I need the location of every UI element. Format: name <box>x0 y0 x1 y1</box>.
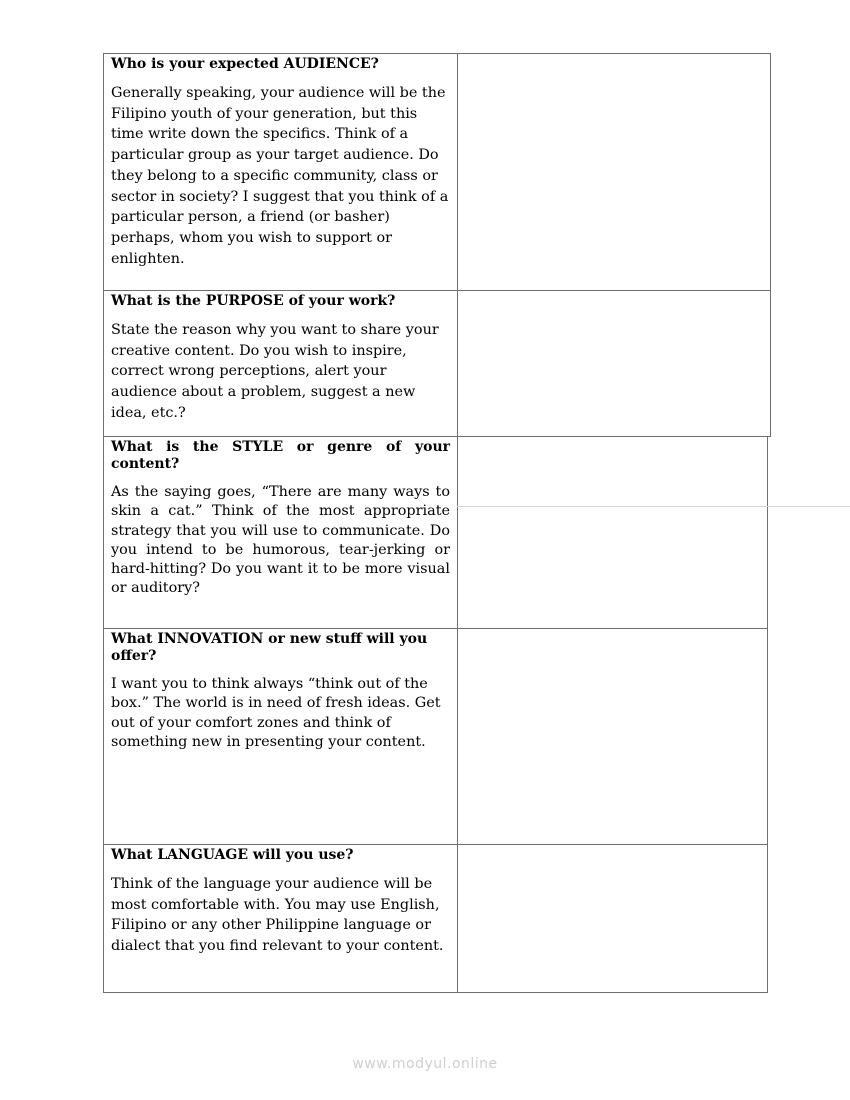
prompt-cell <box>104 291 458 436</box>
prompt-cell <box>104 54 458 290</box>
question-heading: What is the STYLE or genre of your content? <box>111 439 450 472</box>
prompt-cell <box>104 845 458 992</box>
question-description: I want you to think always “think out of the box.” The world is in need of fresh ideas. Get out of your comfort zones and think of something new in presenting your content. <box>111 676 441 750</box>
answer-cell[interactable] <box>458 845 767 992</box>
table-row-purpose <box>103 290 771 437</box>
prompt-cell <box>104 437 458 628</box>
question-heading: What is the PURPOSE of your work? <box>111 293 396 309</box>
question-heading: What INNOVATION or new stuff will you offer? <box>111 631 428 664</box>
table-row-style <box>103 436 768 629</box>
table-row-innovation <box>103 628 768 845</box>
question-description: Think of the language your audience will be most comfortable with. You may use English, Filipino or any other Philippine language or dialect that you find relevant to your content. <box>111 876 444 955</box>
watermark: www.modyul.online <box>352 1056 498 1072</box>
answer-cell[interactable] <box>458 437 767 628</box>
answer-cell[interactable] <box>458 54 770 290</box>
question-description: As the saying goes, “There are many ways to skin a cat.” Think of the most appropriate strategy that you will use to communicate. Do you intend to be humorous, tear-jerking or hard-hitting? Do you want it to be more visual or auditory? <box>111 484 450 597</box>
prompt-cell <box>104 629 458 844</box>
table-row-audience <box>103 53 771 291</box>
answer-cell[interactable] <box>458 291 770 436</box>
question-heading: What LANGUAGE will you use? <box>111 847 354 863</box>
answer-cell[interactable] <box>458 629 767 844</box>
table-row-language <box>103 844 768 993</box>
question-heading: Who is your expected AUDIENCE? <box>111 56 379 72</box>
divider <box>457 506 850 507</box>
question-description: State the reason why you want to share your creative content. Do you wish to inspire, correct wrong perceptions, alert your audience about a problem, suggest a new idea, etc.? <box>111 322 439 421</box>
question-description: Generally speaking, your audience will be the Filipino youth of your generation, but this time write down the specifics. Think of a particular group as your target audience. Do they belong to a specific community, class or sector in society? I suggest that you think of a particular person, a friend (or basher) perhaps, whom you wish to support or enlighten. <box>111 85 449 267</box>
